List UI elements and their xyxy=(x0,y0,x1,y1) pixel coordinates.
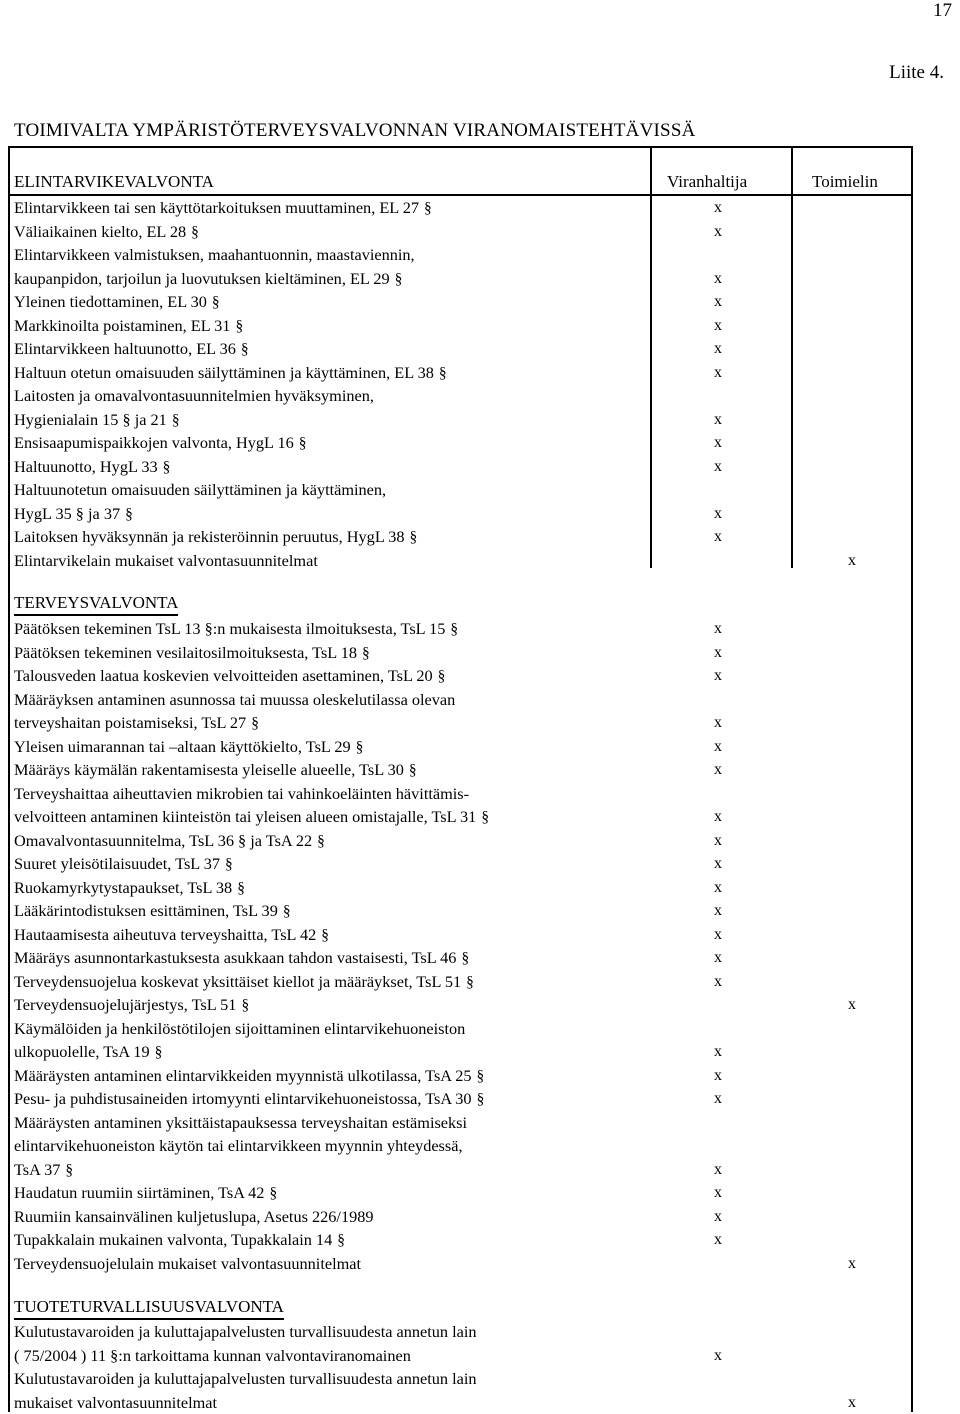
row-label xyxy=(14,993,654,1017)
row-label xyxy=(14,455,654,479)
table-row xyxy=(0,829,960,853)
table-row xyxy=(0,337,960,361)
row-label xyxy=(14,384,654,431)
viranhaltija-mark: x xyxy=(711,314,725,338)
viranhaltija-mark: x xyxy=(711,946,725,970)
row-label-line: Tupakkalain mukainen valvonta, Tupakkalain 14 § xyxy=(14,1228,654,1252)
viranhaltija-mark: x xyxy=(711,617,725,641)
row-label xyxy=(14,290,654,314)
table-row xyxy=(0,290,960,314)
table-row xyxy=(0,243,960,290)
table-row xyxy=(0,1064,960,1088)
table-row xyxy=(0,1205,960,1229)
viranhaltija-mark: x xyxy=(711,361,725,385)
row-label xyxy=(14,664,654,688)
table-row xyxy=(0,758,960,782)
viranhaltija-mark: x xyxy=(711,735,725,759)
row-label-line: ( 75/2004 ) 11 §:n tarkoittama kunnan valvontaviranomainen xyxy=(14,1344,654,1368)
section-symbol: § xyxy=(439,365,447,382)
table-row xyxy=(0,1228,960,1252)
page-number: 17 xyxy=(933,0,952,22)
row-label-line: Yleinen tiedottaminen, EL 30 § xyxy=(14,290,654,314)
row-label-line: elintarvikehuoneiston käytön tai elintarvikkeen myynnin yhteydessä, xyxy=(14,1134,654,1158)
section-symbol: § xyxy=(299,435,307,452)
section-symbol: § xyxy=(237,880,245,897)
row-label xyxy=(14,314,654,338)
row-label-line: Laitoksen hyväksynnän ja rekisteröinnin peruutus, HygL 38 § xyxy=(14,525,654,549)
row-label-line: TsA 37 § xyxy=(14,1158,654,1182)
row-label-line: Määräysten antaminen elintarvikkeiden myynnistä ulkotilassa, TsA 25 § xyxy=(14,1064,654,1088)
row-label-line: Terveydensuojelujärjestys, TsL 51 § xyxy=(14,993,654,1017)
table-row xyxy=(0,641,960,665)
toimielin-mark: x xyxy=(845,1391,859,1414)
table-row xyxy=(0,1367,960,1414)
viranhaltija-mark: x xyxy=(711,876,725,900)
table-row xyxy=(0,1252,960,1276)
column-header-viranhaltija: Viranhaltija xyxy=(667,171,747,193)
row-label-line: Määräysten antaminen yksittäistapauksessa terveyshaitan estämiseksi xyxy=(14,1111,654,1135)
row-label-line: Terveydensuojelulain mukaiset valvontasuunnitelmat xyxy=(14,1252,654,1276)
section-symbol: § xyxy=(438,668,446,685)
table-row xyxy=(0,384,960,431)
section-symbol: § xyxy=(466,974,474,991)
row-label xyxy=(14,1087,654,1111)
table-row xyxy=(0,314,960,338)
section-symbol: § xyxy=(163,459,171,476)
row-label xyxy=(14,1228,654,1252)
row-label-line: Ruumiin kansainvälinen kuljetuslupa, Asetus 226/1989 xyxy=(14,1205,654,1229)
row-label xyxy=(14,361,654,385)
table-row xyxy=(0,993,960,1017)
table-row xyxy=(0,899,960,923)
row-label xyxy=(14,1181,654,1205)
section-symbol: § xyxy=(481,809,489,826)
row-label xyxy=(14,196,654,220)
table-row xyxy=(0,431,960,455)
row-label xyxy=(14,782,654,829)
viranhaltija-mark: x xyxy=(711,502,725,526)
section-symbol: § xyxy=(241,341,249,358)
row-label-line: Haltuunotetun omaisuuden säilyttäminen ja käyttäminen, xyxy=(14,478,654,502)
row-label xyxy=(14,758,654,782)
table-row xyxy=(0,1017,960,1064)
viranhaltija-mark: x xyxy=(711,267,725,291)
row-label xyxy=(14,337,654,361)
row-label-line: Yleisen uimarannan tai –altaan käyttökielto, TsL 29 § xyxy=(14,735,654,759)
row-label xyxy=(14,617,654,641)
viranhaltija-mark: x xyxy=(711,899,725,923)
section-symbol: § xyxy=(172,412,180,429)
table-row xyxy=(0,1111,960,1182)
section-symbol: § xyxy=(362,645,370,662)
viranhaltija-mark: x xyxy=(711,220,725,244)
table-row xyxy=(0,1181,960,1205)
row-label-line: Määräys käymälän rakentamisesta yleiselle alueelle, TsL 30 § xyxy=(14,758,654,782)
row-label-line: Kulutustavaroiden ja kuluttajapalvelusten turvallisuudesta annetun lain xyxy=(14,1320,654,1344)
table-row xyxy=(0,196,960,220)
table-row xyxy=(0,525,960,549)
column-header-toimielin: Toimielin xyxy=(812,171,878,193)
row-label-line: Pesu- ja puhdistusaineiden irtomyynti elintarvikehuoneistossa, TsA 30 § xyxy=(14,1087,654,1111)
row-label-line: Elintarvikkeen valmistuksen, maahantuonnin, maastaviennin, xyxy=(14,243,654,267)
section-heading: TERVEYSVALVONTA xyxy=(14,592,178,616)
row-label-line: Käymälöiden ja henkilöstötilojen sijoittaminen elintarvikehuoneiston xyxy=(14,1017,654,1041)
row-label-line: Suuret yleisötilaisuudet, TsL 37 § xyxy=(14,852,654,876)
section-symbol: § xyxy=(410,529,418,546)
section-symbol: § xyxy=(125,506,133,523)
table-row xyxy=(0,946,960,970)
row-label xyxy=(14,688,654,735)
table-row xyxy=(0,923,960,947)
row-label-line: Päätöksen tekeminen TsL 13 §:n mukaisesta ilmoituksesta, TsL 15 § xyxy=(14,617,654,641)
row-label xyxy=(14,923,654,947)
row-label xyxy=(14,549,654,573)
row-label-line: velvoitteen antaminen kiinteistön tai yleisen alueen omistajalle, TsL 31 § xyxy=(14,805,654,829)
viranhaltija-mark: x xyxy=(711,829,725,853)
viranhaltija-mark: x xyxy=(711,758,725,782)
document-title: TOIMIVALTA YMPÄRISTÖTERVEYSVALVONNAN VIRANOMAISTEHTÄVISSÄ xyxy=(14,120,696,142)
section-symbol: § xyxy=(356,739,364,756)
table-row xyxy=(0,220,960,244)
row-label xyxy=(14,1320,654,1367)
row-label xyxy=(14,431,654,455)
toimielin-mark: x xyxy=(845,549,859,573)
viranhaltija-mark: x xyxy=(711,196,725,220)
section-symbol: § xyxy=(395,271,403,288)
section-heading: TUOTETURVALLISUUSVALVONTA xyxy=(14,1296,284,1320)
row-label xyxy=(14,243,654,290)
viranhaltija-mark: x xyxy=(711,1344,725,1368)
row-label-line: Lääkärintodistuksen esittäminen, TsL 39 § xyxy=(14,899,654,923)
row-label xyxy=(14,641,654,665)
section-symbol: § xyxy=(461,950,469,967)
viranhaltija-mark: x xyxy=(711,1181,725,1205)
row-label xyxy=(14,852,654,876)
row-label-line: HygL 35 § ja 37 § xyxy=(14,502,654,526)
row-label-line: Haudatun ruumiin siirtäminen, TsA 42 § xyxy=(14,1181,654,1205)
row-label-line: Terveydensuojelua koskevat yksittäiset kiellot ja määräykset, TsL 51 § xyxy=(14,970,654,994)
row-label xyxy=(14,899,654,923)
viranhaltija-mark: x xyxy=(711,852,725,876)
table-row xyxy=(0,1087,960,1111)
table-row xyxy=(0,478,960,525)
row-label xyxy=(14,478,654,525)
table-row xyxy=(0,782,960,829)
row-label-line: Elintarvikkeen haltuunotto, EL 36 § xyxy=(14,337,654,361)
viranhaltija-mark: x xyxy=(711,641,725,665)
table-row xyxy=(0,970,960,994)
viranhaltija-mark: x xyxy=(711,711,725,735)
section-symbol: § xyxy=(65,1162,73,1179)
row-label xyxy=(14,735,654,759)
section-symbol: § xyxy=(450,621,458,638)
viranhaltija-mark: x xyxy=(711,805,725,829)
table-row xyxy=(0,549,960,573)
table-row xyxy=(0,688,960,735)
viranhaltija-mark: x xyxy=(711,664,725,688)
row-label-line: Määräyksen antaminen asunnossa tai muussa oleskelutilassa olevan xyxy=(14,688,654,712)
table-row xyxy=(0,852,960,876)
section-heading: ELINTARVIKEVALVONTA xyxy=(14,171,214,193)
row-label-line: Haltuun otetun omaisuuden säilyttäminen ja käyttäminen, EL 38 § xyxy=(14,361,654,385)
viranhaltija-mark: x xyxy=(711,1205,725,1229)
appendix-label: Liite 4. xyxy=(889,62,944,84)
row-label xyxy=(14,525,654,549)
section-symbol: § xyxy=(477,1068,485,1085)
row-label xyxy=(14,1064,654,1088)
row-label-line: kaupanpidon, tarjoilun ja luovutuksen kieltäminen, EL 29 § xyxy=(14,267,654,291)
row-label-line: Hautaamisesta aiheutuva terveyshaitta, TsL 42 § xyxy=(14,923,654,947)
row-label xyxy=(14,220,654,244)
row-label-line: Ruokamyrkytystapaukset, TsL 38 § xyxy=(14,876,654,900)
row-label xyxy=(14,970,654,994)
row-label xyxy=(14,876,654,900)
row-label-line: Laitosten ja omavalvontasuunnitelmien hyväksyminen, xyxy=(14,384,654,408)
section-symbol: § xyxy=(409,762,417,779)
section-symbol: § xyxy=(477,1091,485,1108)
table-row xyxy=(0,361,960,385)
section-symbol: § xyxy=(225,856,233,873)
row-label-line: Kulutustavaroiden ja kuluttajapalvelusten turvallisuudesta annetun lain xyxy=(14,1367,654,1391)
viranhaltija-mark: x xyxy=(711,455,725,479)
table-row xyxy=(0,735,960,759)
viranhaltija-mark: x xyxy=(711,923,725,947)
row-label-line: Väliaikainen kielto, EL 28 § xyxy=(14,220,654,244)
row-label-line: Haltuunotto, HygL 33 § xyxy=(14,455,654,479)
table-row xyxy=(0,664,960,688)
section-symbol: § xyxy=(191,224,199,241)
section-symbol: § xyxy=(424,200,432,217)
toimielin-mark: x xyxy=(845,1252,859,1276)
viranhaltija-mark: x xyxy=(711,1064,725,1088)
row-label-line: terveyshaitan poistamiseksi, TsL 27 § xyxy=(14,711,654,735)
row-label-line: ulkopuolelle, TsA 19 § xyxy=(14,1040,654,1064)
viranhaltija-mark: x xyxy=(711,408,725,432)
table-row xyxy=(0,1320,960,1367)
viranhaltija-mark: x xyxy=(711,1228,725,1252)
row-label xyxy=(14,1367,654,1414)
section-symbol: § xyxy=(251,715,259,732)
row-label-line: Päätöksen tekeminen vesilaitosilmoituksesta, TsL 18 § xyxy=(14,641,654,665)
section-symbol: § xyxy=(212,294,220,311)
table-row xyxy=(0,876,960,900)
row-label-line: Omavalvontasuunnitelma, TsL 36 § ja TsA 22 § xyxy=(14,829,654,853)
row-label-line: Talousveden laatua koskevien velvoitteiden asettaminen, TsL 20 § xyxy=(14,664,654,688)
table-row xyxy=(0,617,960,641)
viranhaltija-mark: x xyxy=(711,1040,725,1064)
section-symbol: § xyxy=(241,997,249,1014)
row-label xyxy=(14,946,654,970)
viranhaltija-mark: x xyxy=(711,1087,725,1111)
section-symbol: § xyxy=(235,318,243,335)
viranhaltija-mark: x xyxy=(711,970,725,994)
section-symbol: § xyxy=(321,927,329,944)
row-label-line: Hygienialain 15 § ja 21 § xyxy=(14,408,654,432)
toimielin-mark: x xyxy=(845,993,859,1017)
row-label xyxy=(14,1111,654,1182)
row-label-line: Terveyshaittaa aiheuttavien mikrobien tai vahinkoeläinten hävittämis- xyxy=(14,782,654,806)
viranhaltija-mark: x xyxy=(711,525,725,549)
row-label-line: Elintarvikkeen tai sen käyttötarkoituksen muuttaminen, EL 27 § xyxy=(14,196,654,220)
section-symbol: § xyxy=(317,833,325,850)
row-label xyxy=(14,829,654,853)
table-row xyxy=(0,455,960,479)
row-label-line: Markkinoilta poistaminen, EL 31 § xyxy=(14,314,654,338)
row-label-line: Ensisaapumispaikkojen valvonta, HygL 16 § xyxy=(14,431,654,455)
viranhaltija-mark: x xyxy=(711,337,725,361)
row-label xyxy=(14,1017,654,1064)
section-symbol: § xyxy=(155,1044,163,1061)
row-label-line: Elintarvikelain mukaiset valvontasuunnitelmat xyxy=(14,549,654,573)
section-symbol: § xyxy=(269,1185,277,1202)
row-label-line: mukaiset valvontasuunnitelmat xyxy=(14,1391,654,1414)
viranhaltija-mark: x xyxy=(711,431,725,455)
row-label xyxy=(14,1252,654,1276)
row-label-line: Määräys asunnontarkastuksesta asukkaan tahdon vastaisesti, TsL 46 § xyxy=(14,946,654,970)
viranhaltija-mark: x xyxy=(711,1158,725,1182)
row-label xyxy=(14,1205,654,1229)
section-symbol: § xyxy=(283,903,291,920)
viranhaltija-mark: x xyxy=(711,290,725,314)
section-symbol: § xyxy=(337,1232,345,1249)
